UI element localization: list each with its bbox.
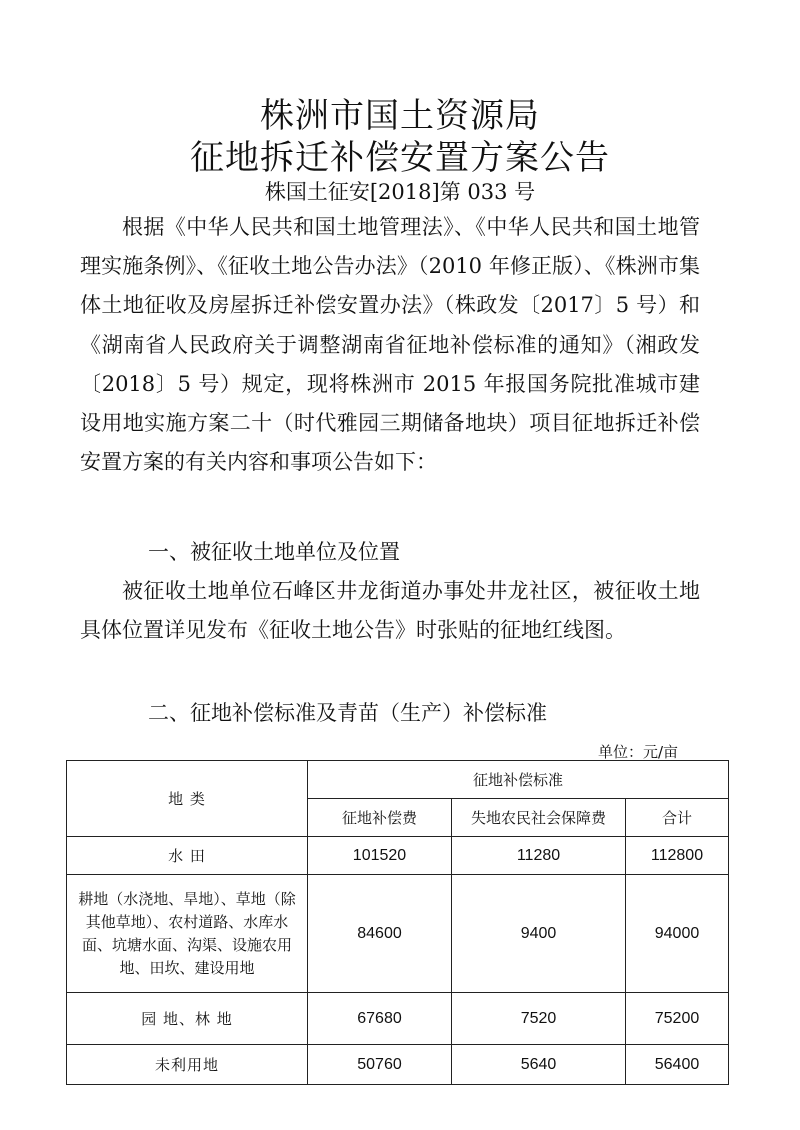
- section1-paragraph: 被征收土地单位石峰区井龙街道办事处井龙社区，被征收土地具体位置详见发布《征收土地公告》时张贴的征地红线图。: [80, 579, 700, 643]
- security-cell: 11280: [452, 837, 626, 875]
- table-header-row: [67, 761, 729, 799]
- section2-heading: 二、征地补偿标准及青苗（生产）补偿标准: [148, 701, 547, 725]
- security-cell: 5640: [452, 1045, 626, 1085]
- land-type-cell: 耕地（水浇地、旱地）、草地（除其他草地）、农村道路、水库水面、坑塘水面、沟渠、设施农用地、田坎、建设用地: [67, 875, 308, 993]
- unit-note: 单位：元/亩: [598, 743, 679, 761]
- compensation-cell: 84600: [308, 875, 452, 993]
- compensation-table: [66, 760, 729, 1085]
- document-title-line2: 征地拆迁补偿安置方案公告: [190, 138, 610, 178]
- total-cell: 56400: [626, 1045, 729, 1085]
- land-type-cell: 未利用地: [67, 1045, 308, 1085]
- security-cell: 7520: [452, 993, 626, 1045]
- compensation-cell: 101520: [308, 837, 452, 875]
- section1-heading: 一、被征收土地单位及位置: [148, 540, 400, 564]
- header-total: 合计: [626, 799, 729, 837]
- land-type-cell: 水 田: [67, 837, 308, 875]
- intro-paragraph: 根据《中华人民共和国土地管理法》、《中华人民共和国土地管理实施条例》、《征收土地公告办法》（2010 年修正版）、《株洲市集体土地征收及房屋拆迁补偿安置办法》（株政发〔2017〕5 号）和《湖南省人民政府关于调整湖南省征地补偿标准的通知》（湘政发〔2018〕5 号）规定，现将株洲市 2015 年报国务院批准城市建设用地实施方案二十（时代雅园三期储备地块）项目征地拆迁补偿安置方案的有关内容和事项公告如下：: [80, 215, 700, 475]
- table-row: [67, 875, 729, 993]
- total-cell: 75200: [626, 993, 729, 1045]
- header-compensation-standard: 征地补偿标准: [308, 761, 729, 799]
- header-social-security-fee: 失地农民社会保障费: [452, 799, 626, 837]
- security-cell: 9400: [452, 875, 626, 993]
- total-cell: 112800: [626, 837, 729, 875]
- land-type-cell: 园 地、林 地: [67, 993, 308, 1045]
- table-row: [67, 837, 729, 875]
- document-number: 株国土征安[2018]第 033 号: [264, 180, 536, 204]
- total-cell: 94000: [626, 875, 729, 993]
- compensation-cell: 50760: [308, 1045, 452, 1085]
- compensation-cell: 67680: [308, 993, 452, 1045]
- header-land-type: 地 类: [67, 761, 308, 837]
- document-title-line1: 株洲市国土资源局: [260, 96, 540, 136]
- header-compensation-fee: 征地补偿费: [308, 799, 452, 837]
- table-row: [67, 993, 729, 1045]
- table-row: [67, 1045, 729, 1085]
